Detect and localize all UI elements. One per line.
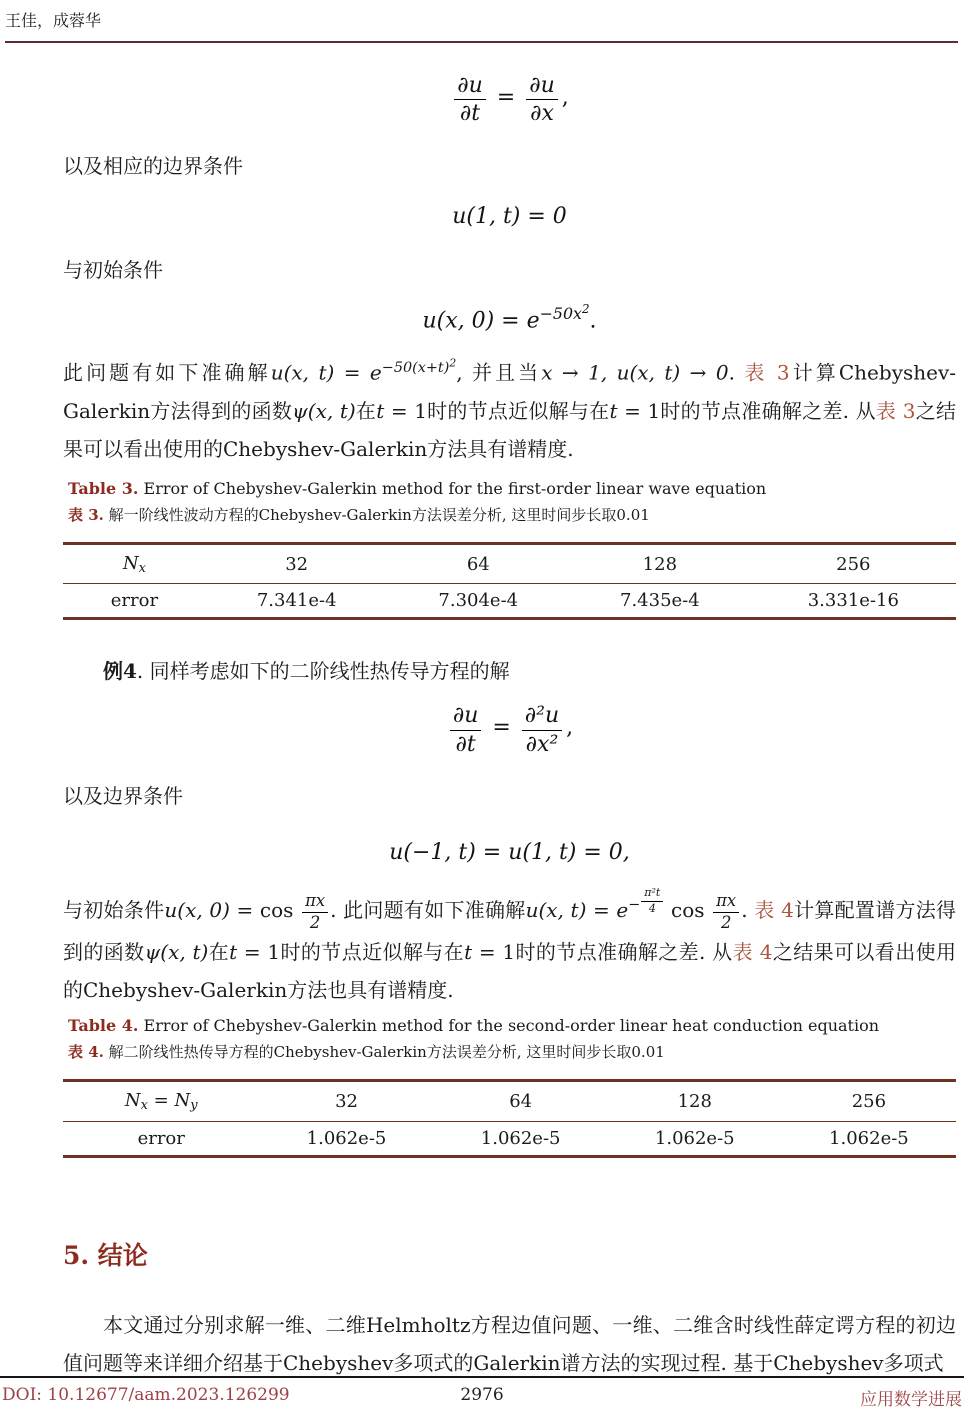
table3-error-wave <box>63 542 956 620</box>
table-data-cell: 3.331e-16 <box>807 590 899 612</box>
table-data-cell: 7.435e-4 <box>620 590 700 612</box>
table-data-cell: 1.062e-5 <box>306 1127 387 1149</box>
table-data-cell: error <box>137 1127 185 1149</box>
text-heat-boundary-intro: 以及边界条件 <box>63 784 183 808</box>
table-header-cell: 64 <box>466 554 490 576</box>
table4-error-heat <box>63 1079 956 1157</box>
table-header-cell: 128 <box>677 1091 712 1113</box>
table-header-row <box>63 1081 956 1121</box>
paragraph-conclusion: 本文通过分别求解一维、二维Helmholtz方程边值问题、一维、二维含时线性薛定谔方程的初边值问题等来详细介绍基于Chebyshev多项式的Galerkin谱方法的实现过程. 基于Chebyshev多项式 <box>63 1312 956 1375</box>
paragraph-example4: 例4. 同样考虑如下的二阶线性热传导方程的解 <box>103 659 510 684</box>
text-initial-condition-intro: 与初始条件 <box>63 257 163 282</box>
equation-initial-condition: u(x, $0) = e^{-50x^2}$. <box>422 301 597 334</box>
table-header-row <box>63 544 956 584</box>
running-head-authors: 王佳，成蓉华 <box>5 11 102 30</box>
table-header-cell: 256 <box>836 554 871 576</box>
text-boundary-condition-intro: 以及相应的边界条件 <box>63 153 243 178</box>
table3-caption-zh: 表 3. 解一阶线性波动方程的Chebyshev-Galerkin方法误差分析, 这里时间步长取0.01 <box>68 505 650 524</box>
table-data-cell: 1.062e-5 <box>829 1127 909 1149</box>
table4-caption-zh: 表 4. 解二阶线性热传导方程的Chebyshev-Galerkin方法误差分析, 这里时间步长取0.01 <box>68 1043 665 1062</box>
paragraph-heat-results: 与初始条件u(x, 0) = cos $\frac{\pi x}{2}$ . 此问题有如下准确解u(x, t) = e− $\frac{\text{π²t}}{4}$ cos $\frac{\pi x}{2}$ . 表 4计算配置谱方法得到的函数ψ(x, t)在t = 1时的节点近似解与在t = 1时的节点准确解之差. 从表 4之结果可以看出使用的Chebyshev-Galerkin方法也具有谱精度. <box>63 886 957 1002</box>
table-header-cell: 256 <box>851 1091 887 1113</box>
page-number: 2976 <box>460 1385 504 1405</box>
table-data-cell: 7.304e-4 <box>438 590 519 612</box>
page-header <box>0 0 964 43</box>
equation-heat-pde: $\frac{\partial u}{\partial t}$ = $\frac{\text{∂²u}}{\text{∂x²}}$ , <box>63 703 956 757</box>
table-header-cell: 32 <box>335 1091 358 1113</box>
doi: DOI: 10.12677/aam.2023.126299 <box>2 1385 290 1405</box>
table-header-cell: Nx = Ny <box>124 1090 198 1114</box>
table3-caption-en: Table 3. Error of Chebyshev-Galerkin method for the first-order linear wave equation <box>68 478 767 498</box>
table4-caption-en: Table 4. Error of Chebyshev-Galerkin method for the second-order linear heat conduction equation <box>68 1015 880 1035</box>
table-data-cell: 1.062e-5 <box>480 1127 561 1149</box>
table-header-cell: Nx <box>122 553 146 577</box>
header-rule <box>5 41 958 43</box>
table3-caption <box>63 476 956 529</box>
journal-name: 应用数学进展 <box>860 1390 963 1410</box>
table-data-cell: error <box>110 590 159 612</box>
table-row <box>63 1121 956 1156</box>
table4-caption <box>63 1013 956 1066</box>
table-header-cell: 128 <box>642 554 678 576</box>
table-data-cell: 1.062e-5 <box>654 1127 735 1149</box>
page-body <box>0 73 964 1382</box>
table-header-cell: 32 <box>285 554 309 576</box>
table-header-cell: 64 <box>509 1091 533 1113</box>
equation-heat-boundary-condition: u(−1, t) = u(1, t) = 0, <box>389 840 630 865</box>
equation-boundary-condition: u(1, t) = 0 <box>452 203 567 229</box>
equation-wave-pde: $\frac{\partial u}{\partial t}$ = $\frac{\partial u}{\partial x}$ , <box>63 73 956 127</box>
paragraph-wave-results: 此问题有如下准确解u(x, $t) = e^{-50(x+t)^2}$, 并且当x → 1, u(x, t) → 0. 表 3计算Chebyshev-Galerkin方法得到的函数ψ(x, t)在t = 1时的节点近似解与在t = 1时的节点准确解之差. 从表 3之结果可以看出使用的Chebyshev-Galerkin方法具有谱精度. <box>63 356 957 461</box>
section-heading-conclusion: 5. 结论 <box>63 1240 148 1270</box>
table-data-cell: 7.341e-4 <box>256 590 337 612</box>
page-footer <box>0 1376 964 1410</box>
table-row <box>63 584 956 619</box>
